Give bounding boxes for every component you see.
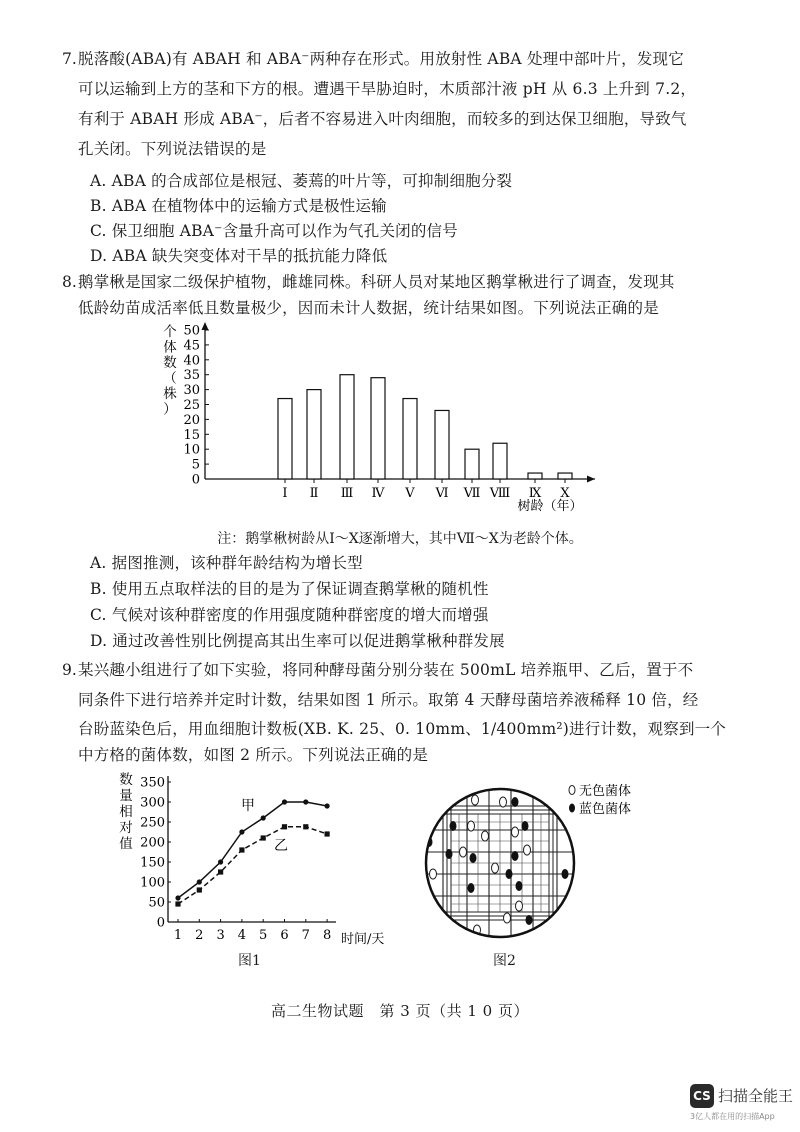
- series-point: [239, 847, 244, 852]
- page-footer: 高二生物试题 第 3 页（共 1 0 页）: [271, 1002, 529, 1020]
- series-point: [218, 869, 223, 874]
- q9-stem-line: 某兴趣小组进行了如下实验，将同种酵母菌分别分装在 500mL 培养瓶甲、乙后，置于不: [78, 661, 694, 679]
- series-point: [325, 831, 330, 836]
- q9-stem-line: 台盼蓝染色后，用血细胞计数板(XB. K. 25、0. 10mm、1/400mm²)进行计数，观察到一个: [78, 720, 727, 738]
- x-tick-label: Ⅲ: [340, 486, 354, 501]
- y-tick-label: 15: [183, 427, 200, 443]
- series-point: [303, 824, 308, 829]
- x-tick-label: Ⅳ: [371, 486, 385, 501]
- y-tick-label: 5: [191, 457, 200, 473]
- y-tick-label: 0: [191, 472, 200, 488]
- figure-2-caption: 图2: [493, 953, 516, 969]
- q8-stem-line: 鹅掌楸是国家二级保护植物，雌雄同株。科研人员对某地区鹅掌楸进行了调查，发现其: [78, 273, 675, 291]
- series-point: [261, 815, 266, 820]
- y-tick-label: 10: [183, 442, 200, 458]
- q7-option-d: D. ABA 缺失突变体对干旱的抵抗能力降低: [90, 247, 388, 265]
- scanner-logo: CS: [690, 1084, 714, 1108]
- bar: [371, 378, 385, 479]
- series-point: [197, 887, 202, 892]
- q8-option-b: B. 使用五点取样法的目的是为了保证调查鹅掌楸的随机性: [90, 580, 489, 598]
- q7-stem-line: 可以运输到上方的茎和下方的根。遭遇干旱胁迫时，木质部汁液 pH 从 6.3 上升到 7.2，: [78, 80, 697, 98]
- colorless-cells: [430, 795, 531, 935]
- question-number: 7.: [62, 50, 77, 68]
- y-tick-label: 40: [183, 353, 200, 369]
- q7-option-c: C. 保卫细胞 ABA⁻含量升高可以作为气孔关闭的信号: [90, 222, 458, 240]
- bar: [558, 473, 572, 479]
- series-point: [175, 901, 180, 906]
- q7-option-a: A. ABA 的合成部位是根冠、萎蔫的叶片等，可抑制细胞分裂: [90, 172, 513, 190]
- y-axis-label: [119, 771, 133, 852]
- q9-stem-line: 中方格的菌体数，如图 2 所示。下列说法正确的是: [78, 746, 429, 764]
- q7-stem-line: 有利于 ABAH 形成 ABA⁻，后者不容易进入叶肉细胞，而较多的到达保卫细胞，导致气: [78, 110, 687, 128]
- y-tick-label: 0: [156, 915, 165, 931]
- x-tick-label: Ⅰ: [282, 486, 288, 501]
- x-tick-label: 6: [280, 928, 289, 943]
- x-tick-label: Ⅶ: [463, 486, 481, 501]
- y-tick-label: 25: [183, 398, 200, 413]
- stained-cell-legend-icon: [569, 804, 575, 813]
- question-number: 9.: [62, 661, 77, 679]
- hemocytometer-figure: [415, 778, 665, 943]
- q9-stem-line: 同条件下进行培养并定时计数，结果如图 1 所示。取第 4 天酵母菌培养液稀释 10 倍，经: [78, 691, 699, 709]
- bar: [340, 375, 354, 479]
- y-tick-label: 45: [183, 338, 200, 354]
- y-axis-label-char: 相: [119, 804, 133, 820]
- bar: [403, 399, 417, 479]
- y-tick-label: 100: [140, 875, 165, 891]
- x-tick-label: 2: [195, 928, 204, 943]
- y-tick-label: 35: [183, 368, 200, 384]
- y-tick-label: 50: [183, 323, 200, 339]
- figure-1-caption: 图1: [238, 953, 261, 969]
- y-tick-label: 200: [140, 835, 165, 851]
- y-axis-label-char: 对: [119, 820, 133, 836]
- x-tick-label: 3: [216, 928, 225, 943]
- figure-note: 注：鹅掌楸树龄从Ⅰ～Ⅹ逐渐增大，其中Ⅶ～Ⅹ为老龄个体。: [217, 531, 583, 547]
- y-axis-label-char: 值: [119, 836, 133, 852]
- q7-stem-line: 孔关闭。下列说法错误的是: [78, 140, 267, 158]
- x-tick-label: Ⅴ: [405, 486, 415, 501]
- series-point: [239, 829, 244, 834]
- q8-stem-line: 低龄幼苗成活率低且数量极少，因而未计人数据，统计结果如图。下列说法正确的是: [78, 299, 659, 317]
- x-tick-label: Ⅷ: [489, 486, 511, 501]
- y-axis-label-char: （: [163, 370, 177, 387]
- bar: [307, 390, 321, 479]
- bar: [278, 399, 292, 479]
- question-number: 8.: [62, 273, 77, 291]
- y-tick-label: 30: [183, 383, 200, 399]
- x-axis-label: 时间/天: [341, 932, 385, 947]
- series-point: [282, 799, 287, 804]
- y-tick-label: 300: [140, 795, 165, 811]
- bar: [465, 449, 479, 479]
- legend-colorless: 无色菌体: [579, 784, 632, 799]
- y-tick-label: 20: [183, 412, 200, 428]
- series-point: [325, 803, 330, 808]
- q8-option-a: A. 据图推测，该种群年龄结构为增长型: [90, 554, 363, 572]
- x-axis-label: 树龄（年）: [517, 499, 583, 514]
- series-point: [282, 824, 287, 829]
- series-label: 乙: [274, 838, 288, 854]
- bar: [528, 473, 542, 479]
- bar: [493, 443, 507, 479]
- age-structure-bar-chart: [150, 322, 620, 522]
- scanner-name: 扫描全能王: [718, 1087, 794, 1105]
- y-axis-label-char: 数: [119, 772, 133, 788]
- yeast-growth-line-chart: [116, 772, 385, 947]
- y-axis-label-char: 量: [119, 788, 133, 804]
- bar: [435, 410, 449, 479]
- q8-option-d: D. 通过改善性别比例提高其出生率可以促进鹅掌楸种群发展: [90, 632, 505, 650]
- colorless-cell-legend-icon: [569, 786, 575, 795]
- y-axis-label-char: ）: [163, 401, 177, 418]
- y-axis-label-char: 数: [163, 355, 177, 371]
- series-label: 甲: [241, 798, 255, 814]
- series-point: [197, 879, 202, 884]
- series-point: [218, 859, 223, 864]
- x-tick-label: Ⅹ: [560, 486, 570, 501]
- y-axis-label-char: 株: [163, 386, 177, 402]
- x-tick-label: Ⅵ: [435, 486, 449, 501]
- y-tick-label: 50: [148, 895, 165, 911]
- x-tick-label: 8: [322, 928, 332, 943]
- x-tick-label: 4: [237, 928, 247, 943]
- q7-stem-line: 脱落酸(ABA)有 ABAH 和 ABA⁻两种存在形式。用放射性 ABA 处理中部叶片，发现它: [78, 50, 684, 68]
- legend-stained: 蓝色菌体: [579, 802, 632, 817]
- y-axis-label-char: 体: [163, 339, 177, 356]
- x-tick-label: Ⅱ: [309, 486, 319, 501]
- q7-option-b: B. ABA 在植物体中的运输方式是极性运输: [90, 197, 387, 215]
- x-tick-label: 7: [301, 928, 310, 943]
- y-tick-label: 150: [140, 855, 165, 871]
- y-tick-label: 250: [140, 815, 165, 831]
- q8-option-c: C. 气候对该种群密度的作用强度随种群密度的增大而增强: [90, 606, 489, 624]
- y-axis-label: [163, 324, 177, 418]
- grid-lines: [420, 783, 585, 948]
- y-axis-arrow: [202, 322, 209, 330]
- y-tick-label: 350: [140, 775, 165, 791]
- series-point: [261, 835, 266, 840]
- x-tick-label: 5: [259, 928, 268, 943]
- x-axis-arrow: [587, 476, 595, 483]
- y-axis-label-char: 个: [163, 324, 177, 340]
- x-tick-label: Ⅸ: [528, 486, 542, 501]
- series-point: [303, 799, 308, 804]
- x-tick-label: 1: [173, 928, 183, 943]
- series-point: [175, 895, 180, 900]
- scanner-subtitle: 3亿人都在用的扫描App: [690, 1112, 775, 1121]
